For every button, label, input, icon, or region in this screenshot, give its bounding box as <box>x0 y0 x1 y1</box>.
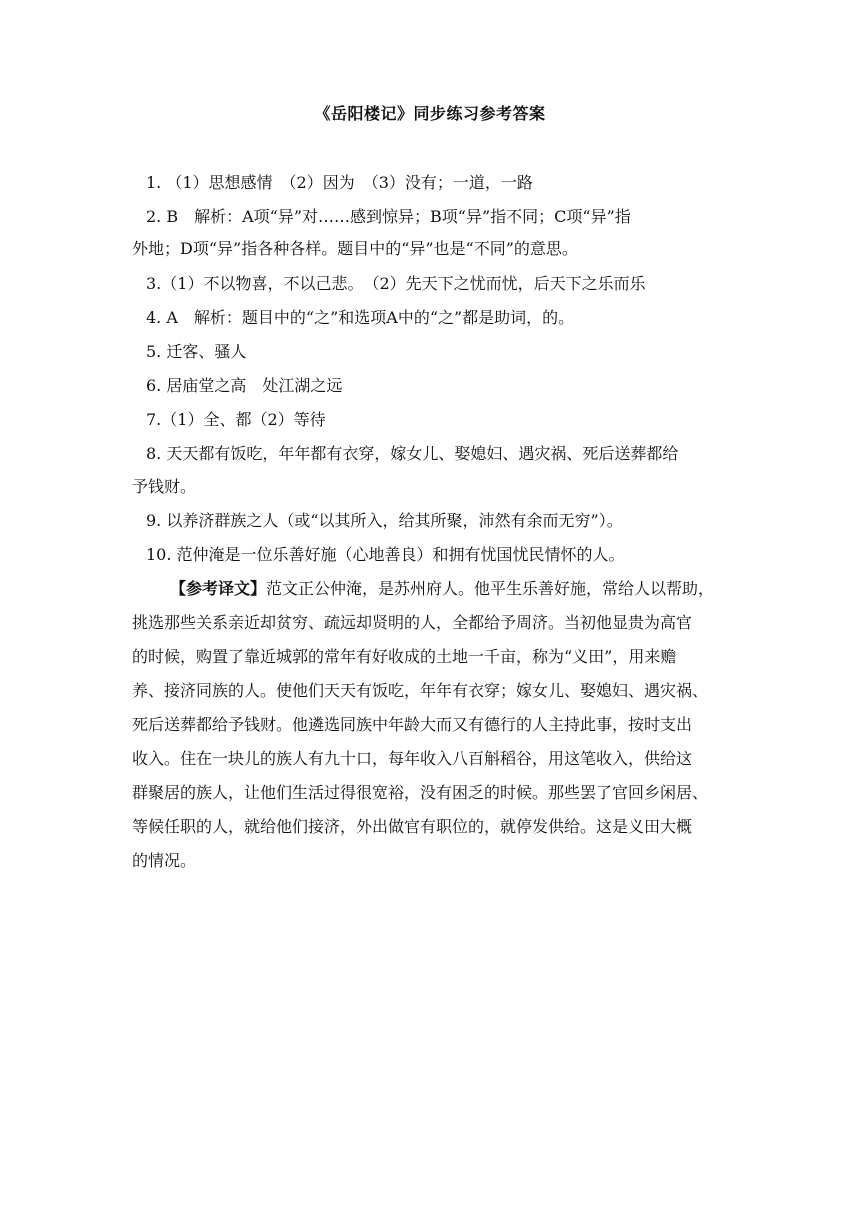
answer-10: 10. 范仲淹是一位乐善好施（心地善良）和拥有忧国忧民情怀的人。 <box>146 545 625 564</box>
answer-9: 9. 以养济群族之人（或“以其所入，给其所聚，沛然有余而无穷”）。 <box>146 511 623 530</box>
translation-line-6: 收入。住在一块儿的族人有九十口，每年收入八百斛稻谷，用这笔收入，供给这 <box>132 749 693 768</box>
answer-1: 1. （1）思想感情 （2）因为 （3）没有；一道，一路 <box>146 173 533 192</box>
answer-8-line-1: 8. 天天都有饭吃，年年都有衣穿，嫁女儿、娶媳妇、遇灾祸、死后送葬都给 <box>146 444 679 463</box>
translation-line-4: 养、接济同族的人。使他们天天有饭吃，年年有衣穿；嫁女儿、娶媳妇、遇灾祸、 <box>132 681 709 700</box>
page-title: 《岳阳楼记》同步练习参考答案 <box>314 104 546 123</box>
answer-5: 5. 迁客、骚人 <box>146 342 247 361</box>
translation-line-5: 死后送葬都给予钱财。他遴选同族中年龄大而又有德行的人主持此事，按时支出 <box>132 715 693 734</box>
translation-line-9: 的情况。 <box>132 851 197 870</box>
translation-line-7: 群聚居的族人，让他们生活过得很宽裕，没有困乏的时候。那些罢了官回乡闲居、 <box>132 783 709 802</box>
answer-7: 7.（1）全、都（2）等待 <box>146 410 326 429</box>
translation-line-8: 等候任职的人，就给他们接济，外出做官有职位的，就停发供给。这是义田大概 <box>132 817 693 836</box>
answer-2-line-1: 2. B 解析：A项“异”对……感到惊异；B项“异”指不同；C项“异”指 <box>146 207 631 226</box>
translation-line-3: 的时候，购置了靠近城郭的常年有好收成的土地一千亩，称为“义田”，用来赡 <box>132 647 677 666</box>
translation-line-2: 挑选那些关系亲近却贫穷、疏远却贤明的人，全都给予周济。当初他显贵为高官 <box>132 613 693 632</box>
answer-6: 6. 居庙堂之高 处江湖之远 <box>146 376 343 395</box>
translation-label: 【参考译文】 <box>170 579 267 598</box>
translation-line-1 <box>170 578 714 600</box>
answer-3: 3.（1）不以物喜，不以己悲。 （2）先天下之忧而忧，后天下之乐而乐 <box>146 274 646 293</box>
answer-2-line-2: 外地；D项“异”指各种各样。题目中的“异”也是“不同”的意思。 <box>132 239 578 258</box>
translation-text-1: 范文正公仲淹，是苏州府人。他平生乐善好施，常给人以帮助， <box>266 579 715 598</box>
answer-4: 4. A 解析：题目中的“之”和选项A中的“之”都是助词，的。 <box>146 308 575 327</box>
answer-8-line-2: 予钱财。 <box>132 477 197 496</box>
